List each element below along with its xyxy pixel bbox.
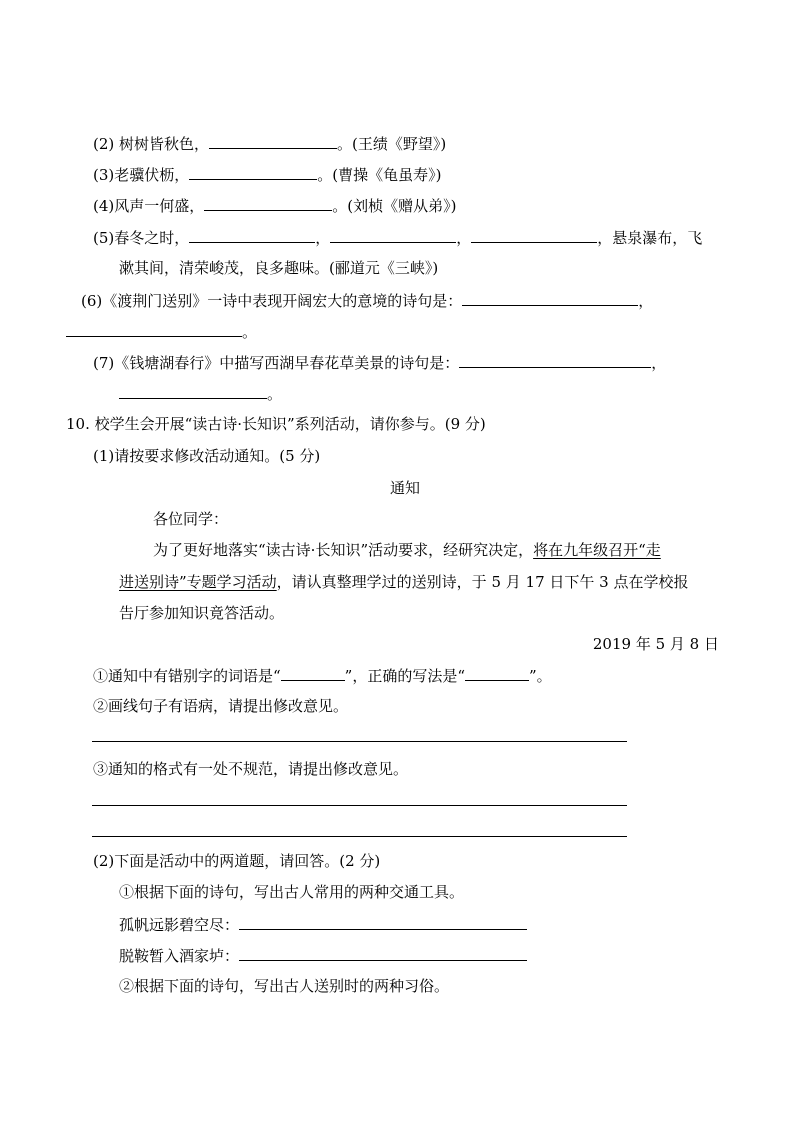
notice-body-line-3: 告厅参加知识竟答活动。 [119, 604, 285, 622]
q9-item-5-continued: 漱其间，清荣峻茂，良多趣味。(郦道元《三峡》) [119, 259, 439, 277]
question-text: ”。 [529, 667, 552, 685]
answer-blank[interactable] [239, 945, 527, 961]
q9-item-4-text: (4)风声一何盛， [93, 197, 205, 215]
question-text: ”，正确的写法是“ [344, 667, 466, 685]
answer-blank[interactable] [471, 227, 597, 243]
comma: ， [315, 229, 331, 247]
q10-part1-question-b: ②画线句子有语病，请提出修改意见。 [93, 697, 349, 715]
answer-blank[interactable] [66, 321, 242, 337]
q10-part2-question-b: ②根据下面的诗句，写出古人送别时的两种习俗。 [119, 977, 450, 995]
answer-blank[interactable] [462, 290, 638, 306]
q9-item-6-line2 [66, 321, 257, 341]
q10-part1-question-a [93, 665, 552, 685]
q9-item-3-source: 。(曹操《龟虽寿》) [317, 166, 442, 184]
comma: ， [651, 354, 667, 372]
answer-blank[interactable] [204, 195, 332, 211]
answer-blank[interactable] [209, 133, 337, 149]
notice-body-text: 为了更好地落实“读古诗·长知识”活动要求，经研究决定， [153, 541, 534, 559]
answer-line[interactable] [92, 805, 627, 806]
q10-part1-question-c: ③通知的格式有一处不规范，请提出修改意见。 [93, 760, 409, 778]
q9-item-2-text: (2) 树树皆秋色， [93, 135, 210, 153]
answer-blank[interactable] [459, 352, 651, 368]
notice-body-line-1 [153, 540, 661, 560]
q9-item-3-text: (3)老骥伏枥， [93, 166, 190, 184]
poem-text: 孤帆远影碧空尽： [119, 916, 240, 934]
answer-line[interactable] [92, 741, 627, 742]
answer-blank[interactable] [119, 383, 267, 399]
notice-heading: 通知 [389, 479, 420, 497]
q9-item-5-text: (5)春冬之时， [93, 229, 190, 247]
period: 。 [242, 323, 258, 341]
q9-item-5-tail: ，悬泉瀑布，飞 [597, 229, 703, 247]
q10-header: 10. 校学生会开展“读古诗·长知识”系列活动，请你参与。(9 分) [66, 415, 486, 433]
comma: ， [638, 292, 654, 310]
poem-line-1 [119, 914, 527, 934]
q10-part1-title: (1)请按要求修改活动通知。(5 分) [93, 447, 321, 465]
notice-date: 2019 年 5 月 8 日 [592, 635, 719, 653]
q9-item-5 [93, 227, 702, 247]
notice-body-text: ，请认真整理学过的送别诗，于 5 月 17 日下午 3 点在学校报 [276, 573, 689, 591]
answer-blank[interactable] [281, 665, 345, 681]
poem-line-2 [119, 945, 527, 965]
q9-item-7-text: (7)《钱塘湖春行》中描写西湖早春花草美景的诗句是： [93, 354, 460, 372]
notice-salutation: 各位同学： [153, 510, 229, 528]
period: 。 [267, 385, 283, 403]
q10-part2-question-a: ①根据下面的诗句，写出古人常用的两种交通工具。 [119, 883, 465, 901]
q9-item-6-text: (6)《渡荆门送别》一诗中表现开阔宏大的意境的诗句是： [81, 292, 463, 310]
answer-blank[interactable] [189, 164, 317, 180]
notice-body-line-2 [119, 572, 688, 592]
q9-item-2-source: 。(王绩《野望》) [337, 135, 447, 153]
q9-item-6 [81, 290, 653, 310]
q9-item-2 [93, 133, 446, 153]
q10-part2-title: (2)下面是活动中的两道题，请回答。(2 分) [93, 852, 381, 870]
q9-item-4-source: 。(刘桢《赠从弟》) [332, 197, 457, 215]
q9-item-3 [93, 164, 441, 184]
answer-blank[interactable] [189, 227, 315, 243]
answer-line[interactable] [92, 836, 627, 837]
answer-blank[interactable] [330, 227, 456, 243]
answer-blank[interactable] [239, 914, 527, 930]
notice-underlined-sentence: 将在九年级召开“走 [533, 541, 661, 559]
q9-item-4 [93, 195, 456, 215]
poem-text: 脱鞍暂入酒家垆： [119, 947, 240, 965]
question-text: ①通知中有错别字的词语是“ [93, 667, 281, 685]
q9-item-7 [93, 352, 666, 372]
q9-item-7-line2 [119, 383, 282, 403]
comma: ， [456, 229, 472, 247]
notice-underlined-sentence: 进送别诗”专题学习活动 [119, 573, 277, 591]
answer-blank[interactable] [465, 665, 529, 681]
